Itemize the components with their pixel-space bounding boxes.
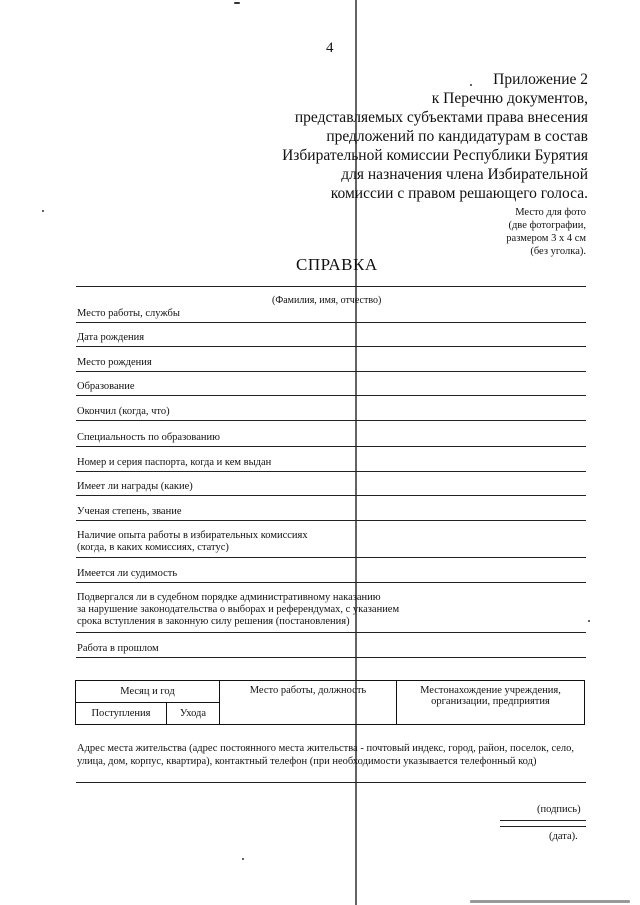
field-line[interactable]	[76, 657, 586, 658]
appendix-line: для назначения члена Избирательной	[341, 166, 588, 183]
field-label: Место работы, службы	[77, 308, 180, 319]
photo-placeholder-note	[506, 206, 586, 258]
field-line[interactable]	[76, 582, 586, 583]
appendix-line: Избирательной комиссии Республики Бурятия	[282, 147, 588, 164]
field-line[interactable]	[76, 557, 586, 558]
date-label: (дата).	[549, 831, 578, 842]
field-line[interactable]	[76, 495, 586, 496]
field-line[interactable]	[76, 371, 586, 372]
scan-speck	[588, 620, 590, 622]
field-label: Номер и серия паспорта, когда и кем выдан	[77, 457, 272, 468]
signature-line[interactable]	[500, 820, 586, 821]
field-line[interactable]	[76, 471, 586, 472]
appendix-line: к Перечню документов,	[431, 90, 588, 107]
photo-note-line: размером 3 х 4 см	[506, 233, 586, 244]
field-label: Окончил (когда, что)	[77, 406, 170, 417]
field-line[interactable]	[76, 420, 586, 421]
field-label: Подвергался ли в судебном порядке административному наказанию за нарушение законодательства о выборах и референдумах, с указанием срока вступления в законную силу решения (постановления)	[77, 592, 400, 627]
field-label: Дата рождения	[77, 332, 145, 343]
entry-date-header: Поступления	[76, 703, 167, 725]
date-line[interactable]	[500, 826, 586, 827]
field-line[interactable]	[76, 632, 586, 633]
position-header: Место работы, должность	[219, 681, 396, 725]
appendix-header	[282, 70, 588, 203]
field-line[interactable]	[76, 322, 586, 323]
page-number: 4	[326, 40, 334, 56]
field-label: Образование	[77, 381, 135, 392]
field-label: Наличие опыта работы в избирательных комиссиях (когда, в каких комиссиях, статус)	[77, 530, 308, 553]
appendix-line: Приложение 2	[493, 71, 588, 88]
address-label: Адрес места жительства (адрес постоянного места жительства - почтовый индекс, город, район, поселок, село, улица, дом, корпус, квартира), контактный телефон (при необходимости указывается телефонный код)	[77, 743, 575, 767]
field-label: Работа в прошлом	[77, 643, 159, 654]
field-line[interactable]	[76, 446, 586, 447]
field-label: Место рождения	[77, 357, 152, 368]
name-field-line[interactable]	[76, 286, 586, 287]
field-label: Специальность по образованию	[77, 432, 220, 443]
location-header: Местонахождение учреждения, организации, предприятия	[396, 681, 584, 725]
work-history-table	[75, 680, 585, 725]
scan-speck	[470, 84, 472, 86]
scan-speck	[242, 858, 244, 860]
field-line[interactable]	[76, 395, 586, 396]
scan-speck	[42, 210, 44, 212]
field-label: Имеется ли судимость	[77, 568, 178, 579]
appendix-line: комиссии с правом решающего голоса.	[330, 185, 588, 202]
field-line[interactable]	[76, 520, 586, 521]
field-line[interactable]	[76, 346, 586, 347]
scan-speck	[234, 2, 240, 4]
signature-label: (подпись)	[537, 804, 581, 815]
photo-note-line: (две фотографии,	[508, 220, 586, 231]
photo-note-line: (без уголка).	[530, 246, 586, 257]
field-label: Имеет ли награды (какие)	[77, 481, 193, 492]
field-label: Ученая степень, звание	[77, 506, 182, 517]
exit-date-header: Ухода	[166, 703, 219, 725]
appendix-line: представляемых субъектами права внесения	[294, 109, 588, 126]
document-title: СПРАВКА	[296, 255, 378, 274]
appendix-line: предложений по кандидатурам в состав	[326, 128, 588, 145]
photo-note-line: Место для фото	[515, 207, 586, 218]
scan-edge-noise	[470, 900, 630, 903]
month-year-header: Месяц и год	[76, 681, 220, 703]
name-field-caption: (Фамилия, имя, отчество)	[272, 295, 382, 306]
address-field-line[interactable]	[76, 782, 586, 783]
